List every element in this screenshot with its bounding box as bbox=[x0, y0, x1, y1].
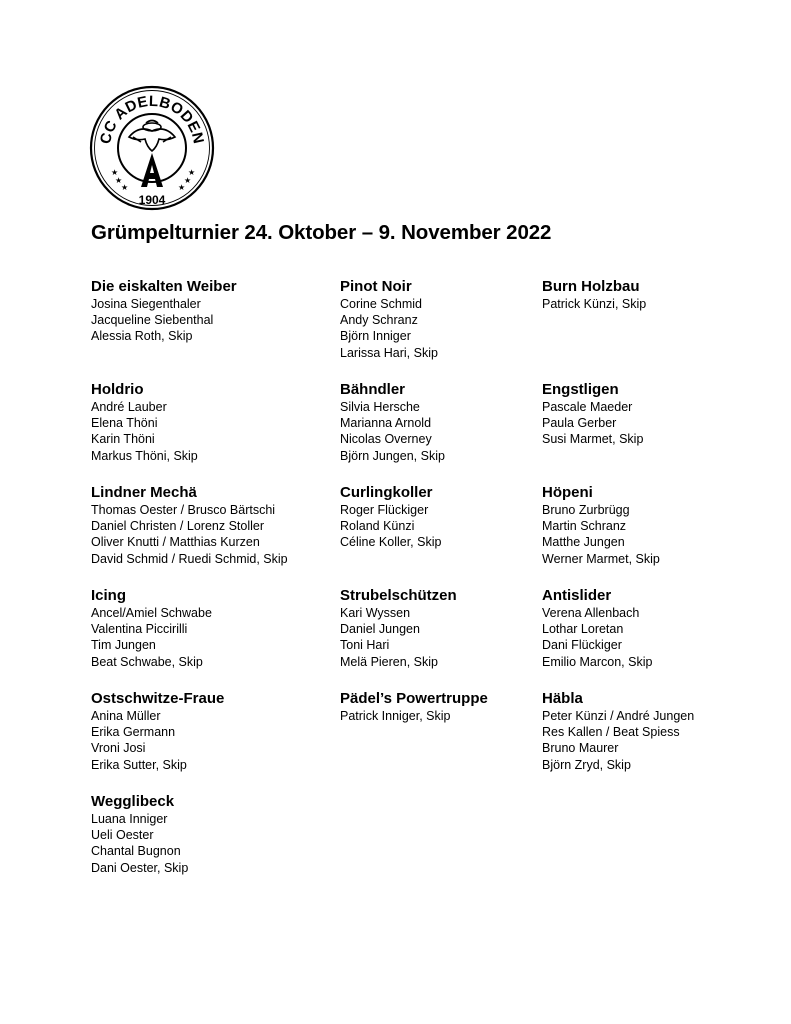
team-block bbox=[340, 277, 438, 361]
team-name: Ostschwitze-Fraue bbox=[91, 690, 225, 707]
team-member: Martin Schranz bbox=[542, 519, 627, 534]
team-name: Engstligen bbox=[542, 381, 619, 398]
logo-lettering: CC ADELBODEN bbox=[97, 92, 207, 146]
team-member: Silvia Hersche bbox=[340, 400, 420, 414]
team-member: Daniel Christen / Lorenz Stoller bbox=[91, 519, 264, 534]
team-name: Lindner Mechä bbox=[91, 484, 197, 501]
team-name: Burn Holzbau bbox=[542, 278, 640, 295]
team-member: Res Kallen / Beat Spiess bbox=[542, 725, 680, 740]
team-name: Holdrio bbox=[91, 381, 144, 398]
team-member: Céline Koller, Skip bbox=[340, 535, 442, 550]
svg-text:★: ★ bbox=[121, 183, 129, 192]
member-list bbox=[542, 605, 652, 670]
team-member: Lothar Loretan bbox=[542, 622, 624, 637]
svg-text:★: ★ bbox=[178, 183, 186, 192]
team-name: Pinot Noir bbox=[340, 278, 412, 295]
team-block bbox=[91, 380, 198, 464]
team-member: Erika Sutter, Skip bbox=[91, 757, 187, 772]
logo-year: 1904 bbox=[138, 193, 166, 207]
team-member: Björn Jungen, Skip bbox=[340, 448, 445, 463]
team-member: Bruno Maurer bbox=[542, 741, 619, 756]
team-member: Elena Thöni bbox=[91, 416, 158, 431]
team-member: Pascale Maeder bbox=[542, 400, 633, 414]
svg-text:★: ★ bbox=[111, 168, 119, 177]
team-member: Luana Inniger bbox=[91, 812, 168, 826]
team-block bbox=[340, 380, 445, 464]
team-block bbox=[91, 483, 288, 567]
member-list bbox=[91, 708, 224, 773]
team-member: Jacqueline Siebenthal bbox=[91, 313, 214, 328]
team-member: Toni Hari bbox=[340, 638, 390, 653]
svg-text:★: ★ bbox=[184, 176, 192, 185]
team-member: Dani Oester, Skip bbox=[91, 860, 189, 875]
svg-text:★: ★ bbox=[115, 176, 123, 185]
team-member: Peter Künzi / André Jungen bbox=[542, 709, 695, 723]
member-list bbox=[91, 502, 288, 567]
team-member: Tim Jungen bbox=[91, 638, 156, 653]
team-member: Corine Schmid bbox=[340, 297, 422, 311]
member-list bbox=[340, 708, 488, 724]
team-member: Ueli Oester bbox=[91, 828, 154, 843]
team-member: Roger Flückiger bbox=[340, 503, 429, 517]
member-list bbox=[91, 605, 212, 670]
team-block bbox=[542, 689, 694, 773]
team-member: André Lauber bbox=[91, 400, 167, 414]
team-name: Die eiskalten Weiber bbox=[91, 278, 237, 295]
member-list bbox=[340, 296, 438, 361]
svg-text:★: ★ bbox=[188, 168, 196, 177]
team-block bbox=[542, 380, 643, 448]
team-member: Chantal Bugnon bbox=[91, 844, 181, 859]
member-list bbox=[340, 502, 441, 551]
team-block bbox=[542, 586, 652, 670]
team-block bbox=[542, 483, 660, 567]
team-block bbox=[340, 689, 488, 724]
team-name: Pädel’s Powertruppe bbox=[340, 690, 488, 707]
team-name: Höpeni bbox=[542, 484, 593, 501]
team-member: Ancel/Amiel Schwabe bbox=[91, 606, 212, 620]
member-list bbox=[542, 502, 660, 567]
team-member: Josina Siegenthaler bbox=[91, 297, 201, 311]
team-name: Curlingkoller bbox=[340, 484, 433, 501]
team-member: Valentina Piccirilli bbox=[91, 622, 188, 637]
team-block bbox=[340, 586, 457, 670]
member-list bbox=[542, 399, 643, 448]
team-name: Strubelschützen bbox=[340, 587, 457, 604]
team-member: Melä Pieren, Skip bbox=[340, 654, 438, 669]
team-member: Daniel Jungen bbox=[340, 622, 420, 637]
team-block bbox=[91, 277, 237, 345]
member-list bbox=[91, 811, 188, 876]
team-member: Thomas Oester / Brusco Bärtschi bbox=[91, 503, 276, 517]
team-member: Beat Schwabe, Skip bbox=[91, 654, 203, 669]
team-block bbox=[91, 586, 212, 670]
team-member: David Schmid / Ruedi Schmid, Skip bbox=[91, 551, 288, 566]
member-list bbox=[91, 296, 237, 345]
team-name: Antislider bbox=[542, 587, 612, 604]
team-name: Icing bbox=[91, 587, 127, 604]
team-member: Anina Müller bbox=[91, 709, 161, 723]
member-list bbox=[340, 399, 445, 464]
team-member: Werner Marmet, Skip bbox=[542, 551, 660, 566]
team-block bbox=[542, 277, 646, 312]
team-member: Roland Künzi bbox=[340, 519, 415, 534]
team-member: Patrick Künzi, Skip bbox=[542, 297, 647, 311]
team-member: Patrick Inniger, Skip bbox=[340, 709, 451, 723]
team-name: Häbla bbox=[542, 690, 583, 707]
team-member: Markus Thöni, Skip bbox=[91, 448, 198, 463]
team-block bbox=[91, 689, 224, 773]
team-member: Björn Zryd, Skip bbox=[542, 757, 631, 772]
team-member: Emilio Marcon, Skip bbox=[542, 654, 653, 669]
member-list bbox=[91, 399, 198, 464]
team-member: Oliver Knutti / Matthias Kurzen bbox=[91, 535, 260, 550]
member-list bbox=[542, 296, 646, 312]
team-member: Kari Wyssen bbox=[340, 606, 411, 620]
team-member: Matthe Jungen bbox=[542, 535, 625, 550]
team-name: Bähndler bbox=[340, 381, 406, 398]
page-title: Grümpelturnier 24. Oktober – 9. November 2022 bbox=[91, 221, 552, 244]
team-member: Dani Flückiger bbox=[542, 638, 622, 653]
club-logo bbox=[89, 85, 215, 211]
team-member: Nicolas Overney bbox=[340, 432, 432, 447]
team-member: Verena Allenbach bbox=[542, 606, 640, 620]
team-member: Susi Marmet, Skip bbox=[542, 432, 644, 447]
team-name: Wegglibeck bbox=[91, 793, 175, 810]
member-list bbox=[340, 605, 457, 670]
team-member: Marianna Arnold bbox=[340, 416, 432, 431]
team-member: Erika Germann bbox=[91, 725, 176, 740]
team-member: Larissa Hari, Skip bbox=[340, 345, 438, 360]
team-member: Paula Gerber bbox=[542, 416, 617, 431]
team-block bbox=[340, 483, 441, 551]
team-member: Vroni Josi bbox=[91, 741, 146, 756]
team-block bbox=[91, 792, 188, 876]
team-member: Alessia Roth, Skip bbox=[91, 329, 193, 344]
member-list bbox=[542, 708, 694, 773]
team-member: Bruno Zurbrügg bbox=[542, 503, 630, 517]
team-member: Andy Schranz bbox=[340, 313, 418, 328]
team-member: Björn Inniger bbox=[340, 329, 411, 344]
team-member: Karin Thöni bbox=[91, 432, 155, 447]
